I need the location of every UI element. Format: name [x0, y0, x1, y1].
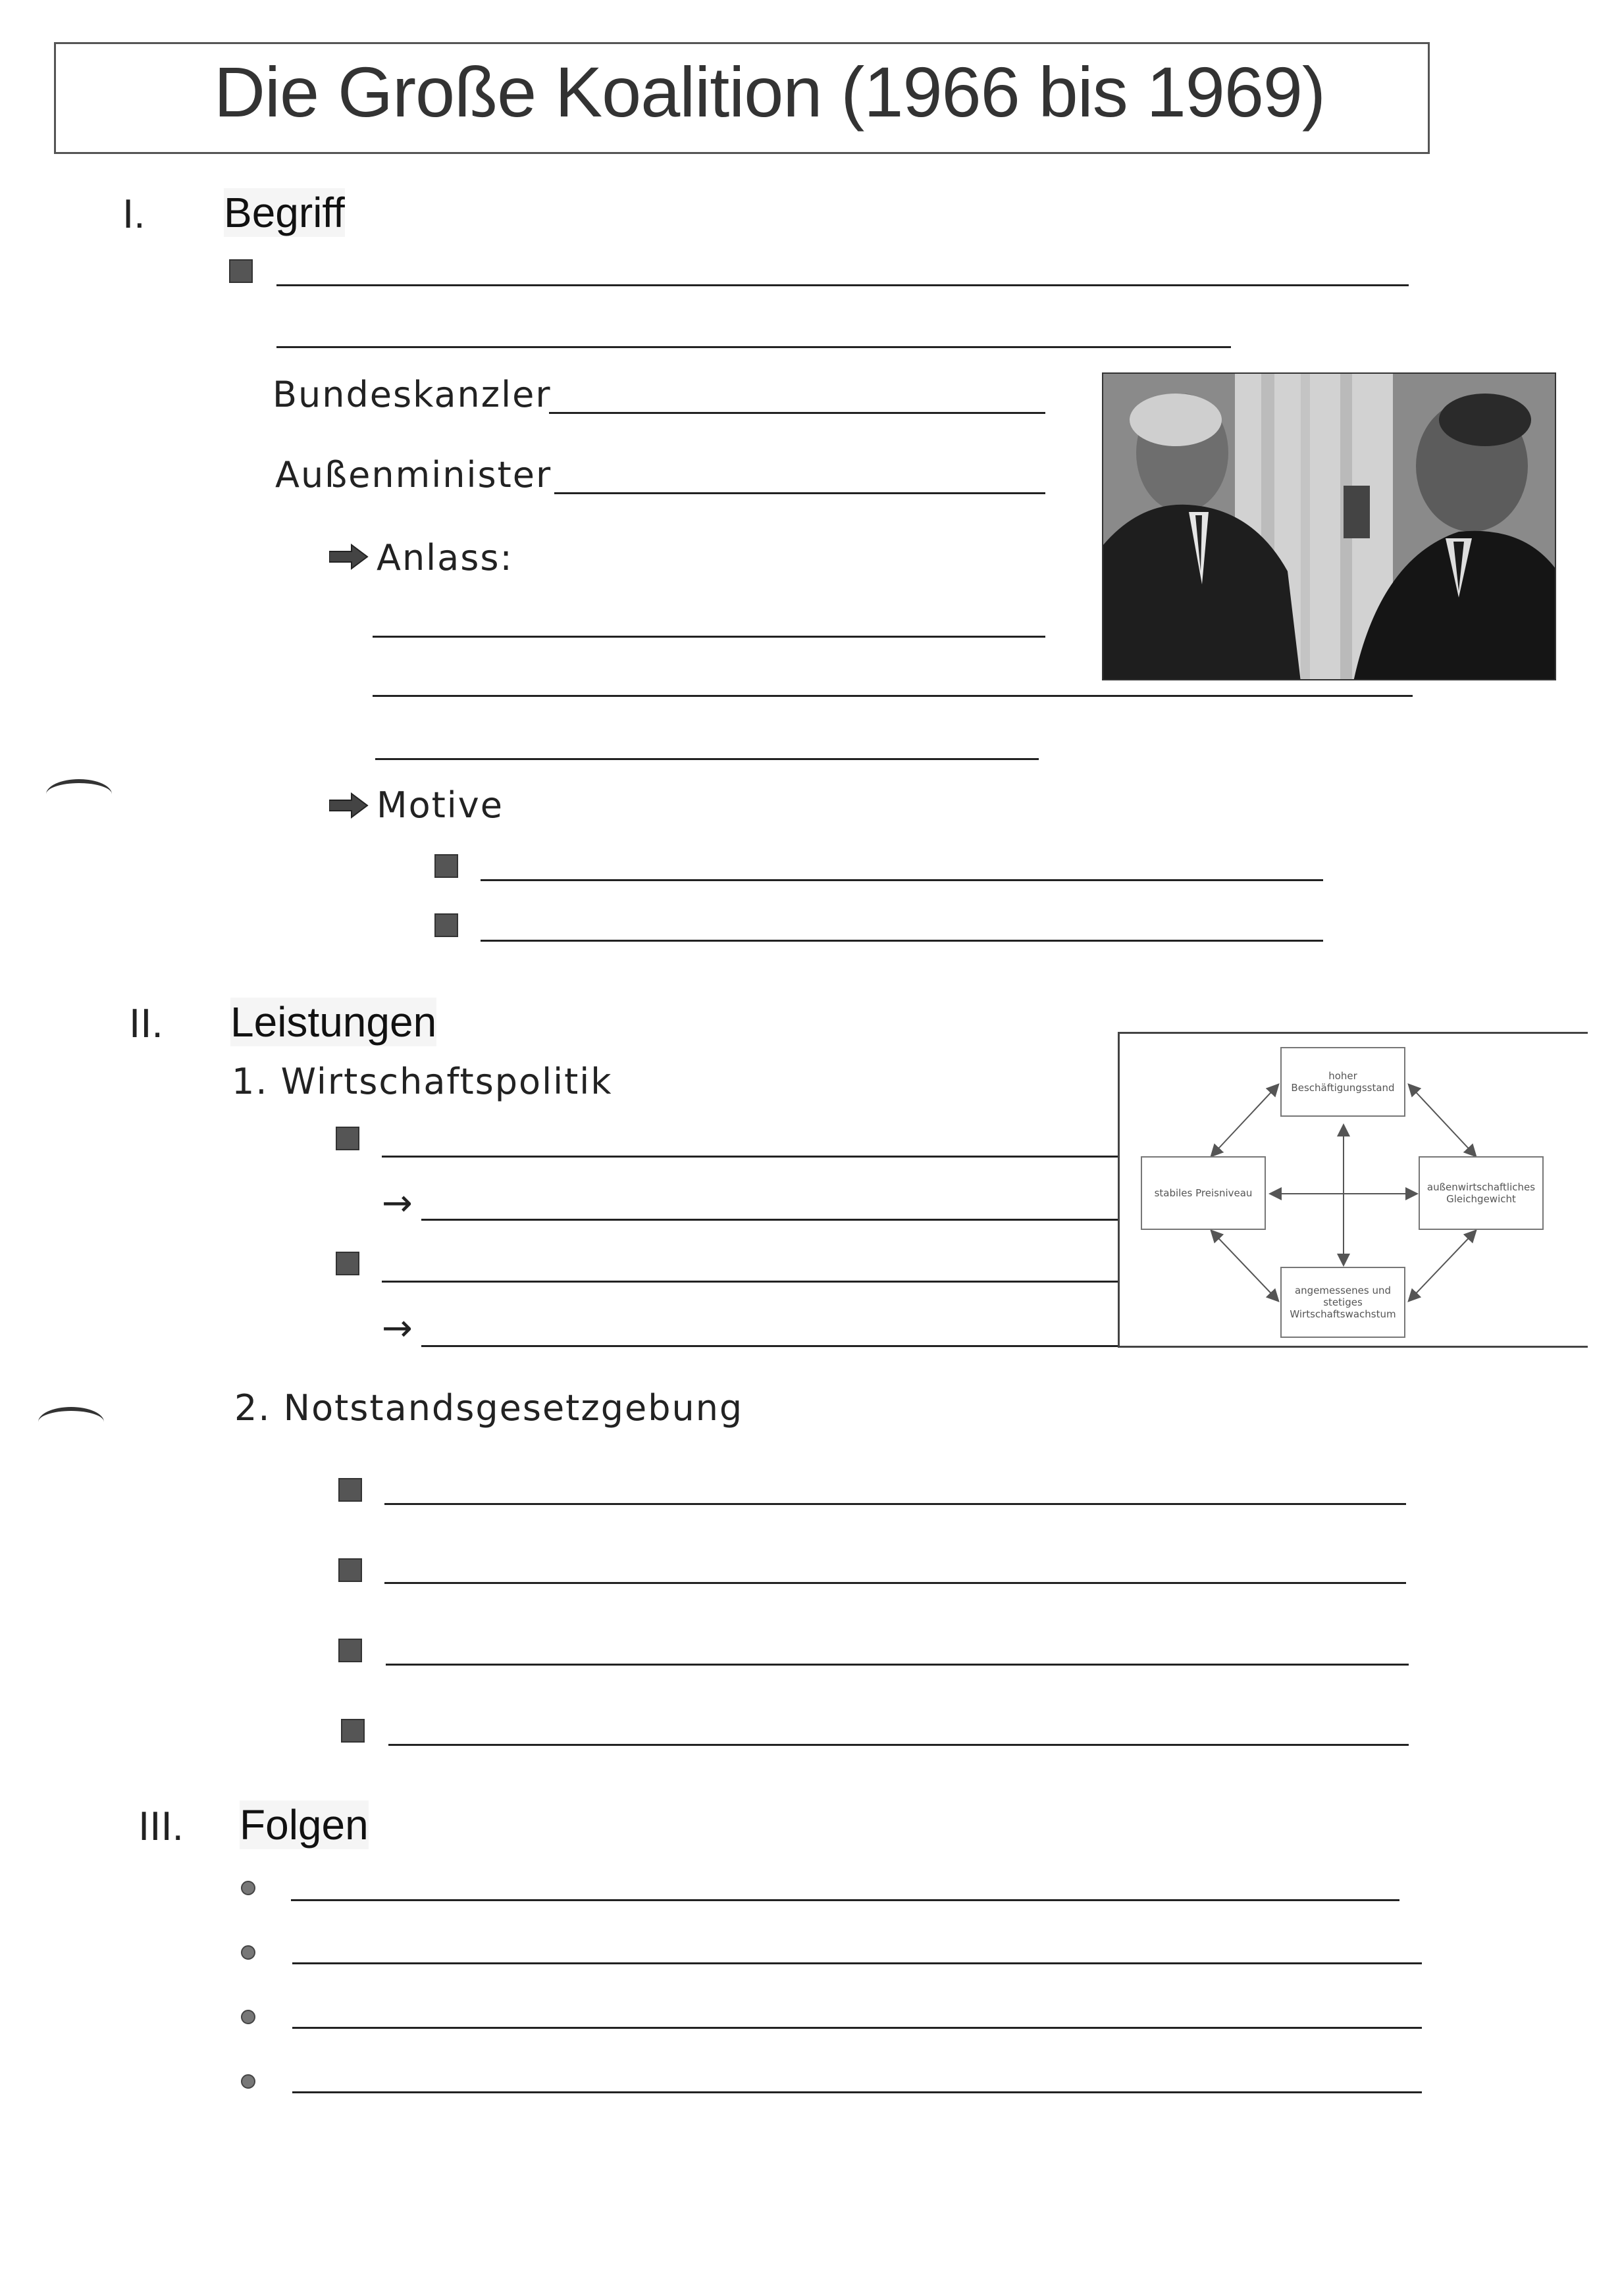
title-box — [54, 42, 1430, 154]
answer-line[interactable] — [292, 2027, 1422, 2029]
page-title: Die Große Koalition (1966 bis 1969) — [214, 52, 1325, 132]
answer-line[interactable] — [291, 1899, 1399, 1901]
answer-line[interactable] — [481, 940, 1323, 942]
bullet-dot-icon — [241, 2074, 255, 2089]
bullet-dot-icon — [241, 1945, 255, 1960]
section-3-title: Folgen — [240, 1801, 369, 1849]
scan-smudge — [46, 779, 112, 809]
arrow-icon: → — [382, 1307, 414, 1350]
arrow-icon: → — [382, 1182, 414, 1225]
notstandsgesetzgebung-heading: 2. Notstandsgesetzgebung — [234, 1387, 744, 1429]
section-2-number: II. — [129, 1001, 163, 1046]
answer-line[interactable] — [386, 1664, 1409, 1666]
answer-line[interactable] — [481, 879, 1323, 881]
bullet-square-icon — [341, 1719, 365, 1743]
bullet-dot-icon — [241, 2010, 255, 2024]
photo-two-politicians-icon — [1103, 374, 1556, 680]
bullet-square-icon — [336, 1127, 359, 1150]
bullet-square-icon — [336, 1252, 359, 1275]
bullet-square-icon — [338, 1639, 362, 1662]
aussenminister-label: Außenminister — [275, 454, 552, 496]
bullet-dot-icon — [241, 1881, 255, 1895]
section-3-number: III. — [138, 1804, 184, 1849]
photo-kiesinger-brandt — [1102, 372, 1556, 680]
bullet-square-icon — [338, 1558, 362, 1582]
answer-line[interactable] — [292, 2091, 1422, 2093]
bullet-square-icon — [229, 259, 253, 283]
answer-line[interactable] — [382, 1156, 1118, 1158]
answer-line[interactable] — [384, 1582, 1406, 1584]
diagram-box-employment: hoher Beschäftigungsstand — [1280, 1047, 1405, 1117]
answer-line[interactable] — [375, 758, 1039, 760]
answer-line[interactable] — [384, 1503, 1406, 1505]
bullet-square-icon — [434, 913, 458, 937]
answer-line[interactable] — [388, 1744, 1409, 1746]
scan-smudge — [38, 1407, 104, 1437]
aussenminister-answer-line[interactable] — [554, 492, 1045, 494]
motive-label: Motive — [377, 784, 504, 826]
bullet-square-icon — [434, 854, 458, 878]
answer-line[interactable] — [276, 284, 1409, 286]
section-1-title: Begriff — [224, 189, 345, 236]
answer-line[interactable] — [421, 1219, 1118, 1221]
anlass-label: Anlass: — [377, 537, 513, 578]
diagram-box-growth: angemessenes und stetiges Wirtschaftswachstum — [1280, 1267, 1405, 1338]
magic-square-diagram — [1118, 1032, 1588, 1348]
answer-line[interactable] — [382, 1281, 1118, 1283]
arrow-right-icon — [329, 792, 369, 819]
diagram-box-price-level: stabiles Preisniveau — [1141, 1156, 1266, 1230]
bundeskanzler-label: Bundeskanzler — [273, 374, 552, 415]
section-2-title: Leistungen — [230, 998, 437, 1046]
section-1-number: I. — [122, 191, 145, 237]
bundeskanzler-answer-line[interactable] — [549, 412, 1045, 414]
answer-line[interactable] — [373, 636, 1045, 638]
answer-line[interactable] — [292, 1962, 1422, 1964]
wirtschaftspolitik-heading: 1. Wirtschaftspolitik — [232, 1061, 613, 1102]
answer-line[interactable] — [276, 346, 1231, 348]
diagram-box-external-balance: außenwirtschaftliches Gleichgewicht — [1419, 1156, 1544, 1230]
bullet-square-icon — [338, 1478, 362, 1502]
answer-line[interactable] — [421, 1345, 1118, 1347]
arrow-right-icon — [329, 544, 369, 570]
answer-line[interactable] — [373, 695, 1413, 697]
